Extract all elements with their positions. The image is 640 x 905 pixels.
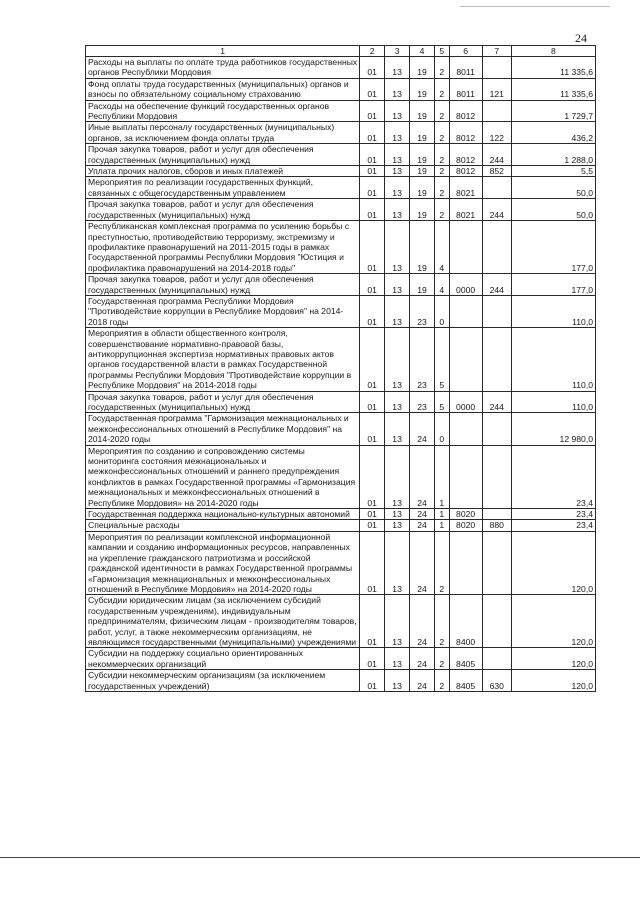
- subsection-code-cell: 13: [385, 199, 410, 221]
- direction-code-cell: 8400: [449, 595, 482, 648]
- row-name-cell: Иные выплаты персоналу государственных (муниципальных) органов, за исключением фонда оплаты труда: [86, 122, 360, 144]
- direction-code-cell: 8021: [449, 177, 482, 199]
- expense-type-cell: [482, 531, 511, 594]
- expense-type-cell: [482, 177, 511, 199]
- amount-cell: 23,4: [511, 445, 595, 508]
- row-name-cell: Мероприятия по реализации комплексной информационной кампании и созданию информационных ресурсов, направленных на укрепление гражданского патриотизма и российской гражданской идентичности в рамках Государственной программы «Гармонизация межнациональных и межконфессиональных отношений в Республике Мордовия» на 2014-2020 годы: [86, 531, 360, 594]
- table-row: [86, 391, 596, 413]
- direction-code-cell: 8012: [449, 100, 482, 122]
- section-code-cell: 01: [360, 328, 385, 391]
- table-row: [86, 221, 596, 274]
- program-code-cell: 24: [410, 531, 435, 594]
- program-code-cell: 19: [410, 199, 435, 221]
- section-code-cell: 01: [360, 100, 385, 122]
- section-code-cell: 01: [360, 57, 385, 79]
- subsection-code-cell: 13: [385, 595, 410, 648]
- header-cell: 5: [434, 46, 449, 57]
- table-row: [86, 57, 596, 79]
- section-code-cell: 01: [360, 595, 385, 648]
- table-row: [86, 648, 596, 670]
- subsection-code-cell: 13: [385, 122, 410, 144]
- direction-code-cell: 0000: [449, 391, 482, 413]
- program-code-cell: 23: [410, 295, 435, 327]
- section-code-cell: 01: [360, 274, 385, 296]
- subprogram-code-cell: 2: [434, 122, 449, 144]
- row-name-cell: Субсидии на поддержку социально ориентированных некоммерческих организаций: [86, 648, 360, 670]
- amount-cell: 23,4: [511, 520, 595, 531]
- row-name-cell: Фонд оплаты труда государственных (муниципальных) органов и взносы по обязательному социальному страхованию: [86, 78, 360, 100]
- header-cell: 7: [482, 46, 511, 57]
- direction-code-cell: 8012: [449, 144, 482, 166]
- table-row: [86, 78, 596, 100]
- program-code-cell: 24: [410, 648, 435, 670]
- subsection-code-cell: 13: [385, 648, 410, 670]
- subprogram-code-cell: 2: [434, 144, 449, 166]
- subprogram-code-cell: 2: [434, 199, 449, 221]
- direction-code-cell: 8011: [449, 57, 482, 79]
- direction-code-cell: [449, 328, 482, 391]
- direction-code-cell: 8405: [449, 670, 482, 692]
- section-code-cell: 01: [360, 445, 385, 508]
- amount-cell: 120,0: [511, 648, 595, 670]
- row-name-cell: Субсидии юридическим лицам (за исключением субсидий государственным учреждениям), индивидуальным предпринимателям, физическим лицам - производителям товаров, работ, услуг, а также некоммерческим организациям, не являющимся государственными (муниципальными) учреждениями: [86, 595, 360, 648]
- amount-cell: 110,0: [511, 295, 595, 327]
- section-code-cell: 01: [360, 122, 385, 144]
- table-row: [86, 166, 596, 177]
- amount-cell: 23,4: [511, 509, 595, 520]
- page-number: 24: [575, 31, 587, 45]
- direction-code-cell: 8012: [449, 166, 482, 177]
- subprogram-code-cell: 1: [434, 520, 449, 531]
- section-code-cell: 01: [360, 78, 385, 100]
- subsection-code-cell: 13: [385, 57, 410, 79]
- table-row: [86, 595, 596, 648]
- subprogram-code-cell: 0: [434, 295, 449, 327]
- subsection-code-cell: 13: [385, 78, 410, 100]
- expense-type-cell: [482, 328, 511, 391]
- row-name-cell: Государственная программа Республики Мордовия "Противодействие коррупции в Республике Мордовия" на 2014-2018 годы: [86, 295, 360, 327]
- header-cell: 1: [86, 46, 360, 57]
- subprogram-code-cell: 2: [434, 648, 449, 670]
- expense-type-cell: 880: [482, 520, 511, 531]
- row-name-cell: Расходы на выплаты по оплате труда работников государственных органов Республики Мордовия: [86, 57, 360, 79]
- header-row: [86, 46, 596, 57]
- row-name-cell: Прочая закупка товаров, работ и услуг для обеспечения государственных (муниципальных) нужд: [86, 274, 360, 296]
- program-code-cell: 19: [410, 100, 435, 122]
- amount-cell: 436,2: [511, 122, 595, 144]
- program-code-cell: 19: [410, 166, 435, 177]
- header-cell: 8: [511, 46, 595, 57]
- row-name-cell: Государственная поддержка национально-культурных автономий: [86, 509, 360, 520]
- row-name-cell: Уплата прочих налогов, сборов и иных платежей: [86, 166, 360, 177]
- direction-code-cell: [449, 221, 482, 274]
- direction-code-cell: [449, 531, 482, 594]
- row-name-cell: Расходы на обеспечение функций государственных органов Республики Мордовия: [86, 100, 360, 122]
- header-cell: 6: [449, 46, 482, 57]
- subprogram-code-cell: 2: [434, 670, 449, 692]
- amount-cell: 120,0: [511, 531, 595, 594]
- row-name-cell: Специальные расходы: [86, 520, 360, 531]
- expense-type-cell: [482, 509, 511, 520]
- subprogram-code-cell: 2: [434, 166, 449, 177]
- expense-type-cell: [482, 595, 511, 648]
- program-code-cell: 24: [410, 509, 435, 520]
- section-code-cell: 01: [360, 295, 385, 327]
- section-code-cell: 01: [360, 144, 385, 166]
- section-code-cell: 01: [360, 391, 385, 413]
- amount-cell: 1 288,0: [511, 144, 595, 166]
- program-code-cell: 23: [410, 391, 435, 413]
- section-code-cell: 01: [360, 531, 385, 594]
- subprogram-code-cell: 2: [434, 531, 449, 594]
- subprogram-code-cell: 4: [434, 274, 449, 296]
- row-name-cell: Мероприятия по реализации государственных функций, связанных с общегосударственным управлением: [86, 177, 360, 199]
- program-code-cell: 24: [410, 445, 435, 508]
- subprogram-code-cell: 5: [434, 391, 449, 413]
- amount-cell: 5,5: [511, 166, 595, 177]
- amount-cell: 177,0: [511, 221, 595, 274]
- program-code-cell: 24: [410, 595, 435, 648]
- amount-cell: 50,0: [511, 199, 595, 221]
- amount-cell: 110,0: [511, 391, 595, 413]
- program-code-cell: 24: [410, 520, 435, 531]
- section-code-cell: 01: [360, 509, 385, 520]
- direction-code-cell: 8405: [449, 648, 482, 670]
- subsection-code-cell: 13: [385, 413, 410, 445]
- expense-type-cell: 630: [482, 670, 511, 692]
- subsection-code-cell: 13: [385, 221, 410, 274]
- row-name-cell: Мероприятия в области общественного контроля, совершенствование нормативно-правовой базы, антикоррупционная экспертиза нормативных правовых актов органов государственной власти в рамках Государственной программы Республики Мордовия "Противодействие коррупции в Республике Мордовия" на 2014-2018 годы: [86, 328, 360, 391]
- row-name-cell: Мероприятия по созданию и сопровождению системы мониторинга состояния межнациональных и межконфессиональных отношений и раннего предупреждения конфликтов в рамках Государственной программы «Гармонизация межнациональных и межконфессиональных отношений в Республике Мордовия» на 2014-2020 годы: [86, 445, 360, 508]
- section-code-cell: 01: [360, 648, 385, 670]
- direction-code-cell: [449, 445, 482, 508]
- subsection-code-cell: 13: [385, 328, 410, 391]
- amount-cell: 120,0: [511, 595, 595, 648]
- subprogram-code-cell: 2: [434, 177, 449, 199]
- table-row: [86, 199, 596, 221]
- subprogram-code-cell: 2: [434, 57, 449, 79]
- table-row: [86, 122, 596, 144]
- table-row: [86, 520, 596, 531]
- subprogram-code-cell: 0: [434, 413, 449, 445]
- row-name-cell: Субсидии некоммерческим организациям (за исключением государственных учреждений): [86, 670, 360, 692]
- program-code-cell: 19: [410, 122, 435, 144]
- table-row: [86, 274, 596, 296]
- expense-type-cell: [482, 445, 511, 508]
- program-code-cell: 23: [410, 328, 435, 391]
- direction-code-cell: [449, 413, 482, 445]
- table-row: [86, 445, 596, 508]
- subprogram-code-cell: 2: [434, 78, 449, 100]
- program-code-cell: 19: [410, 177, 435, 199]
- table-row: [86, 509, 596, 520]
- direction-code-cell: 0000: [449, 274, 482, 296]
- subsection-code-cell: 13: [385, 295, 410, 327]
- scan-edge-line: [460, 6, 610, 7]
- row-name-cell: Республиканская комплексная программа по усилению борьбы с преступностью, противодействию терроризму, экстремизму и профилактике правонарушений на 2011-2015 годы в рамках Государственной программы Республики Мордовия "Юстиция и профилактика правонарушений на 2014-2018 годы": [86, 221, 360, 274]
- section-code-cell: 01: [360, 166, 385, 177]
- section-code-cell: 01: [360, 221, 385, 274]
- subsection-code-cell: 13: [385, 166, 410, 177]
- program-code-cell: 19: [410, 78, 435, 100]
- subsection-code-cell: 13: [385, 177, 410, 199]
- table-row: [86, 177, 596, 199]
- expense-type-cell: 244: [482, 144, 511, 166]
- section-code-cell: 01: [360, 413, 385, 445]
- table-row: [86, 295, 596, 327]
- section-code-cell: 01: [360, 177, 385, 199]
- table-row: [86, 100, 596, 122]
- expense-type-cell: 852: [482, 166, 511, 177]
- amount-cell: 11 335,6: [511, 78, 595, 100]
- expense-type-cell: [482, 221, 511, 274]
- row-name-cell: Государственная программа "Гармонизация межнациональных и межконфессиональных отношений в Республике Мордовия" на 2014-2020 годы: [86, 413, 360, 445]
- table-row: [86, 531, 596, 594]
- header-cell: 3: [385, 46, 410, 57]
- amount-cell: 177,0: [511, 274, 595, 296]
- header-cell: 4: [410, 46, 435, 57]
- subsection-code-cell: 13: [385, 144, 410, 166]
- program-code-cell: 19: [410, 57, 435, 79]
- budget-table: [85, 45, 596, 692]
- header-cell: 2: [360, 46, 385, 57]
- subsection-code-cell: 13: [385, 100, 410, 122]
- expense-type-cell: 244: [482, 274, 511, 296]
- amount-cell: 12 980,0: [511, 413, 595, 445]
- row-name-cell: Прочая закупка товаров, работ и услуг для обеспечения государственных (муниципальных) нужд: [86, 199, 360, 221]
- program-code-cell: 19: [410, 144, 435, 166]
- program-code-cell: 19: [410, 221, 435, 274]
- table-row: [86, 413, 596, 445]
- expense-type-cell: 122: [482, 122, 511, 144]
- expense-type-cell: [482, 100, 511, 122]
- subprogram-code-cell: 2: [434, 100, 449, 122]
- expense-type-cell: [482, 57, 511, 79]
- subprogram-code-cell: 1: [434, 509, 449, 520]
- expense-type-cell: [482, 295, 511, 327]
- row-name-cell: Прочая закупка товаров, работ и услуг для обеспечения государственных (муниципальных) нужд: [86, 144, 360, 166]
- program-code-cell: 19: [410, 274, 435, 296]
- expense-type-cell: 244: [482, 391, 511, 413]
- section-code-cell: 01: [360, 520, 385, 531]
- direction-code-cell: 8012: [449, 122, 482, 144]
- amount-cell: 1 729,7: [511, 100, 595, 122]
- subsection-code-cell: 13: [385, 274, 410, 296]
- direction-code-cell: 8021: [449, 199, 482, 221]
- expense-type-cell: 244: [482, 199, 511, 221]
- subsection-code-cell: 13: [385, 520, 410, 531]
- subprogram-code-cell: 5: [434, 328, 449, 391]
- program-code-cell: 24: [410, 670, 435, 692]
- subsection-code-cell: 13: [385, 509, 410, 520]
- section-code-cell: 01: [360, 670, 385, 692]
- expense-type-cell: [482, 648, 511, 670]
- subprogram-code-cell: 2: [434, 595, 449, 648]
- subsection-code-cell: 13: [385, 445, 410, 508]
- expense-type-cell: [482, 413, 511, 445]
- table-row: [86, 670, 596, 692]
- program-code-cell: 24: [410, 413, 435, 445]
- subprogram-code-cell: 4: [434, 221, 449, 274]
- subsection-code-cell: 13: [385, 670, 410, 692]
- section-code-cell: 01: [360, 199, 385, 221]
- amount-cell: 110,0: [511, 328, 595, 391]
- direction-code-cell: 8020: [449, 509, 482, 520]
- row-name-cell: Прочая закупка товаров, работ и услуг для обеспечения государственных (муниципальных) нужд: [86, 391, 360, 413]
- direction-code-cell: 8011: [449, 78, 482, 100]
- page-bottom-rule: [0, 857, 640, 858]
- amount-cell: 11 335,6: [511, 57, 595, 79]
- direction-code-cell: [449, 295, 482, 327]
- subsection-code-cell: 13: [385, 391, 410, 413]
- amount-cell: 50,0: [511, 177, 595, 199]
- direction-code-cell: 8020: [449, 520, 482, 531]
- table-row: [86, 144, 596, 166]
- subsection-code-cell: 13: [385, 531, 410, 594]
- subprogram-code-cell: 1: [434, 445, 449, 508]
- expense-type-cell: 121: [482, 78, 511, 100]
- table-row: [86, 328, 596, 391]
- amount-cell: 120,0: [511, 670, 595, 692]
